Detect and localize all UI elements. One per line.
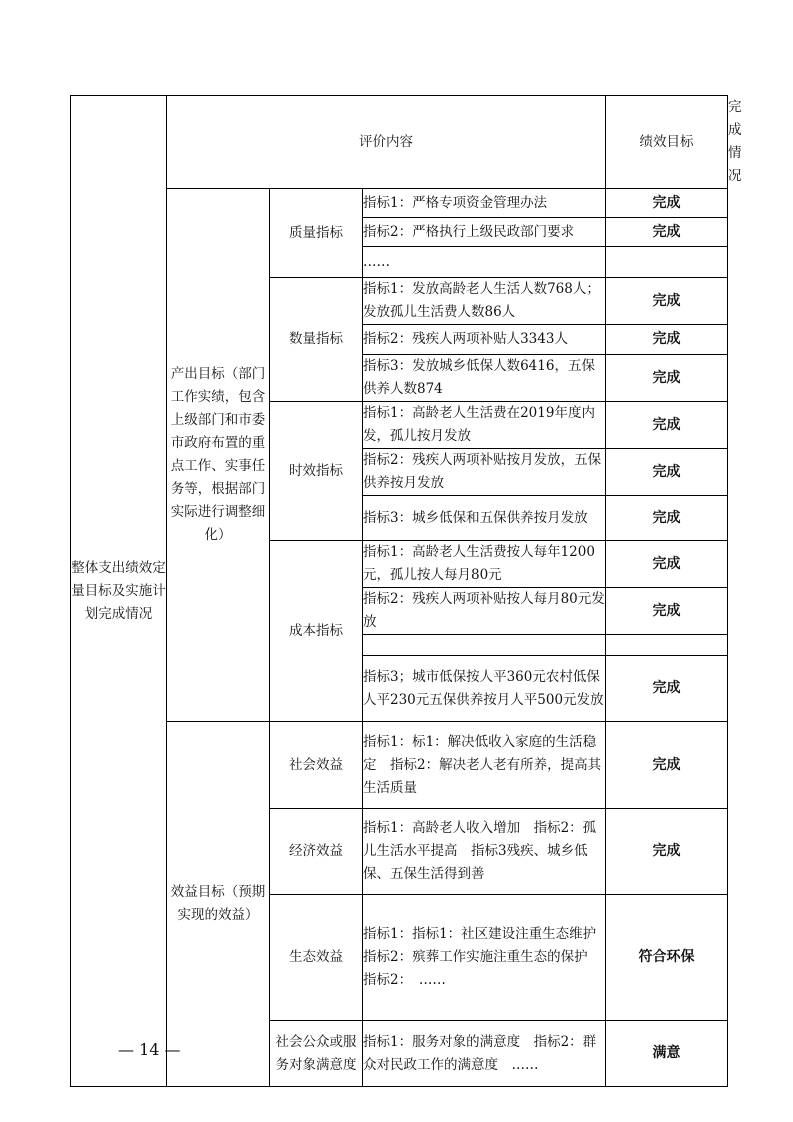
quantity-goal-1: 指标1：发放高龄老人生活人数768人；发放孤儿生活费人数86人 [363, 278, 606, 325]
social-indicator-label: 社会效益 [270, 722, 363, 809]
table-header-row: 整体支出绩效定量目标及实施计划完成情况 评价内容 绩效目标 完成情况 [71, 96, 728, 189]
header-goal: 绩效目标 [606, 96, 728, 189]
cost-status-2: 完成 [606, 588, 728, 635]
benefit-goal-label: 效益目标（预期实现的效益） [167, 722, 270, 1087]
satisfaction-indicator-label: 社会公众或服务对象满意度 [270, 1021, 363, 1087]
page-number: — 14 — [118, 1040, 181, 1059]
quantity-goal-2: 指标2：残疾人两项补贴人3343人 [363, 325, 606, 355]
quality-goal-3: …… [363, 247, 606, 278]
cost-goal-blank [363, 635, 606, 656]
economic-goal: 指标1：高龄老人收入增加 指标2：孤儿生活水平提高 指标3残疾、城乡低保、五保生活得到善 [363, 809, 606, 895]
cost-indicator-label: 成本指标 [270, 541, 363, 722]
cost-goal-3: 指标3；城市低保按人平360元农村低保人平230元五保供养按月人平500元发放 [363, 656, 606, 722]
quality-indicator-label: 质量指标 [270, 189, 363, 278]
ecological-goal: 指标1：指标1：社区建设注重生态维护 指标2：殡葬工作实施注重生态的保护 指标2： …… [363, 895, 606, 1021]
quantity-goal-3: 指标3：发放城乡低保人数6416，五保供养人数874 [363, 355, 606, 402]
table-row [71, 722, 728, 809]
quality-goal-2: 指标2：严格执行上级民政部门要求 [363, 218, 606, 247]
quality-goal-1: 指标1：严格专项资金管理办法 [363, 189, 606, 218]
output-goal-label: 产出目标（部门工作实绩，包含上级部门和市委市政府布置的重点工作、实事任务等，根据部门实际进行调整细化） [167, 189, 270, 722]
quality-status-2: 完成 [606, 218, 728, 247]
cost-goal-1: 指标1：高龄老人生活费按人每年1200元，孤儿按人每月80元 [363, 541, 606, 588]
quality-status-1: 完成 [606, 189, 728, 218]
economic-status: 完成 [606, 809, 728, 895]
quality-status-3 [606, 247, 728, 278]
timeliness-status-3: 完成 [606, 496, 728, 541]
cost-goal-2: 指标2：残疾人两项补贴按人每月80元发放 [363, 588, 606, 635]
cost-status-3: 完成 [606, 656, 728, 722]
performance-table [70, 95, 742, 1087]
ecological-indicator-label: 生态效益 [270, 895, 363, 1021]
satisfaction-status: 满意 [606, 1021, 728, 1087]
satisfaction-goal: 指标1：服务对象的满意度 指标2：群众对民政工作的满意度 …… [363, 1021, 606, 1087]
quantity-status-1: 完成 [606, 278, 728, 325]
social-status: 完成 [606, 722, 728, 809]
timeliness-goal-1: 指标1：高龄老人生活费在2019年度内发，孤儿按月发放 [363, 402, 606, 449]
ecological-status: 符合环保 [606, 895, 728, 1021]
timeliness-goal-2: 指标2：残疾人两项补贴按月发放，五保供养按月发放 [363, 449, 606, 496]
timeliness-status-2: 完成 [606, 449, 728, 496]
timeliness-indicator-label: 时效指标 [270, 402, 363, 541]
quantity-indicator-label: 数量指标 [270, 278, 363, 402]
quantity-status-2: 完成 [606, 325, 728, 355]
timeliness-goal-3: 指标3：城乡低保和五保供养按月发放 [363, 496, 606, 541]
header-content: 评价内容 [167, 96, 606, 189]
economic-indicator-label: 经济效益 [270, 809, 363, 895]
cost-status-blank [606, 635, 728, 656]
quantity-status-3: 完成 [606, 355, 728, 402]
table-row [71, 189, 728, 218]
cost-status-1: 完成 [606, 541, 728, 588]
timeliness-status-1: 完成 [606, 402, 728, 449]
social-goal: 指标1：标1：解决低收入家庭的生活稳定 指标2：解决老人老有所养，提高其生活质量 [363, 722, 606, 809]
overall-label: 整体支出绩效定量目标及实施计划完成情况 [71, 96, 167, 1087]
